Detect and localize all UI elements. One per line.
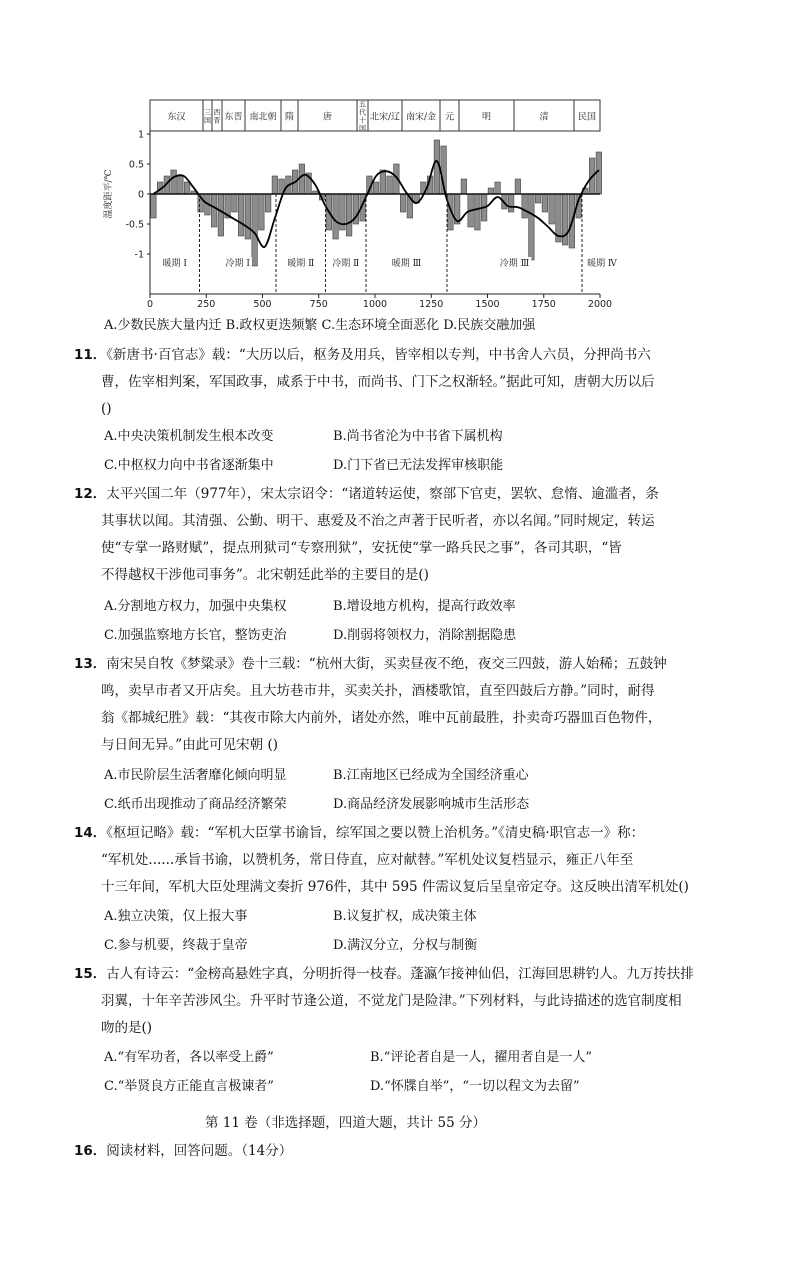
x-tick-label: 2000 <box>587 299 613 310</box>
q14-option-d: D.满汉分立，分权与制衡 <box>333 938 478 953</box>
anomaly-bar <box>522 194 528 218</box>
anomaly-bar <box>151 194 157 218</box>
anomaly-bar <box>218 194 224 236</box>
y-tick-label: 1 <box>137 129 144 141</box>
y-tick-label: -0.5 <box>125 219 144 231</box>
anomaly-bar <box>265 194 271 212</box>
dynasty-label: 明 <box>481 112 492 123</box>
dynasty-label: 隋 <box>284 112 295 123</box>
x-tick-label: 1250 <box>419 299 444 310</box>
dynasty-label-char: 国 <box>359 124 366 133</box>
x-tick-label: 1500 <box>475 299 500 310</box>
anomaly-bar <box>515 179 521 194</box>
dynasty-label: 南北朝 <box>249 112 277 123</box>
q12-option-d: D.削弱将领权力，消除割据隐患 <box>333 628 517 643</box>
period-label: 冷期 Ⅲ <box>499 259 530 269</box>
dynasty-label: 北宋/辽 <box>369 112 401 123</box>
q12-stem-line4: 不得越权干涉他司事务”。北宋朝廷此举的主要目的是() <box>101 567 429 583</box>
anomaly-bar <box>232 194 238 212</box>
anomaly-bar <box>535 194 541 203</box>
q10-options: A.少数民族大量内迁 B.政权更迭频繁 C.生态环境全面恶化 D.民族交融加强 <box>104 318 536 333</box>
q12-option-c: C.加强监察地方长官，整饬吏治 <box>104 628 287 643</box>
dynasty-label-char: 晋 <box>213 116 221 125</box>
dynasty-label-char: 代 <box>359 108 366 117</box>
q14-number: 14． <box>74 825 107 841</box>
q13-stem-line4: 与日间无异。”由此可见宋朝 () <box>101 737 278 753</box>
anomaly-bar <box>184 182 190 194</box>
q11-stem-line2: 曹，佐宰相判案，军国政事，咸系于中书，而尚书、门下之权渐轻。”据此可知，唐朝大历以后 <box>101 374 655 390</box>
anomaly-bar <box>387 176 393 194</box>
bar-series <box>151 140 602 266</box>
temperature-anomaly-chart <box>95 96 620 310</box>
q12-stem-line3: 使“专掌一路财赋”，提点刑狱司“专察刑狱”，安抚使“掌一路兵民之事”，各司其职，“皆 <box>101 540 622 556</box>
dynasty-label: 唐 <box>322 112 333 123</box>
q15-option-a: A.“有军功者，各以率受上爵” <box>104 1050 274 1065</box>
q11-option-a: A.中央决策机制发生根本改变 <box>104 429 274 444</box>
q11-option-c: C.中枢权力向中书省逐渐集中 <box>104 458 274 473</box>
period-label: 暖期 Ⅳ <box>587 259 617 269</box>
q15-stem-line1: 古人有诗云：“金榜高悬姓字真，分明折得一枝春。蓬瀛乍接神仙侣，江海回思耕钓人。九万抟扶排 <box>106 966 694 982</box>
x-tick-label: 1750 <box>531 299 556 310</box>
anomaly-bar <box>373 182 379 194</box>
dynasty-header <box>150 100 600 133</box>
q16-number: 16． <box>74 1143 107 1159</box>
q15-option-d: D.“怀牒自举”，“一切以程文为去留” <box>370 1079 580 1094</box>
anomaly-bar <box>259 194 265 230</box>
q16-stem: 阅读材料，回答问题。（14分） <box>106 1143 293 1159</box>
q11-stem-line1: 《新唐书·百官志》载：“大历以后，枢务及用兵，皆宰相以专判，中书舍人六员，分押尚书六 <box>106 347 651 363</box>
q15-option-b: B.“评论者自是一人，擢用者自是一人” <box>370 1050 592 1065</box>
section-heading: 第 11 卷（非选择题，四道大题，共计 55 分） <box>205 1115 487 1131</box>
anomaly-bar <box>211 194 217 227</box>
q13-option-d: D.商品经济发展影响城市生活形态 <box>333 797 530 812</box>
dynasty-label-char: 三 <box>204 108 211 117</box>
dynasty-label: 南宋/金 <box>405 112 437 123</box>
anomaly-bar <box>178 176 184 194</box>
q14-stem-line2: “军机处......承旨书谕，以赞机务，常日侍直，应对献替。”军机处议复档显示，雍正八年至 <box>101 852 634 868</box>
q13-stem-line2: 鸣，卖早市者又开店矣。且大坊巷市井，买卖关扑，酒楼歌馆，直至四鼓后方静。”同时，耐得 <box>101 683 655 699</box>
q14-stem-line1: 《枢垣记略》载：“军机大臣掌书谕旨，综军国之要以赞上治机务。”《清史稿·职官志一》称： <box>106 825 645 841</box>
anomaly-bar <box>346 194 352 236</box>
q15-option-c: C.“举贤良方正能直言极谏者” <box>104 1079 274 1094</box>
q11-option-b: B.尚书省沦为中书省下属机构 <box>333 429 503 444</box>
anomaly-bar <box>171 170 177 194</box>
anomaly-bar <box>272 176 278 194</box>
y-tick-label: -1 <box>134 249 144 261</box>
q12-stem-line2: 其事状以闻。其清强、公勤、明干、惠爱及不治之声著于民听者，亦以名闻。”同时规定，转运 <box>101 513 655 529</box>
x-tick-label: 0 <box>146 299 154 310</box>
q13-option-b: B.江南地区已经成为全国经济重心 <box>333 768 529 783</box>
q14-option-a: A.独立决策，仅上报大事 <box>104 909 248 924</box>
anomaly-bar <box>400 194 406 212</box>
period-label: 暖期 Ⅱ <box>287 259 315 269</box>
q15-stem-line2: 羽翼，十年辛苦涉风尘。升平时节逢公道，不觉龙门是险津。”下列材料，与此诗描述的选官制度相 <box>101 993 682 1009</box>
q11-stem-line3: () <box>101 401 112 417</box>
anomaly-bar <box>333 194 339 239</box>
q13-option-a: A.市民阶层生活奢靡化倾向明显 <box>104 768 287 783</box>
x-tick-label: 500 <box>253 299 272 310</box>
dynasty-label <box>359 101 366 133</box>
chart-canvas <box>95 96 620 310</box>
q12-number: 12． <box>74 486 107 502</box>
dynasty-label <box>204 109 211 125</box>
dynasty-label <box>214 109 221 125</box>
period-label: 冷期 Ⅱ <box>332 259 360 269</box>
anomaly-bar <box>245 194 251 239</box>
dynasty-label: 民国 <box>577 112 597 123</box>
dynasty-label: 东晋 <box>224 112 243 123</box>
period-label: 冷期 Ⅰ <box>225 259 250 269</box>
anomaly-bar <box>461 179 467 194</box>
x-tick-label: 750 <box>309 299 328 310</box>
q15-stem-line3: 吻的是() <box>101 1020 153 1036</box>
anomaly-bar <box>495 182 501 194</box>
x-tick-label: 1000 <box>362 299 388 310</box>
q14-stem-line3: 十三年间，军机大臣处理满文奏折 976件，其中 595 件需议复后呈皇帝定夺。这反映出清军机处() <box>101 879 689 895</box>
dynasty-label-char: 五 <box>359 100 366 109</box>
y-tick-label: 0 <box>137 189 144 201</box>
period-label: 暖期 Ⅰ <box>162 259 187 269</box>
q13-stem-line1: 南宋吴自牧《梦粱录》卷十三载：“杭州大街，买卖昼夜不绝，夜交三四鼓，游人始稀；五鼓钟 <box>106 656 667 672</box>
q13-option-c: C.纸币出现推动了商品经济繁荣 <box>104 797 287 812</box>
q12-option-a: A.分割地方权力，加强中央集权 <box>104 599 287 614</box>
anomaly-bar <box>542 194 548 212</box>
q12-stem-line1: 太平兴国二年（977年），宋太宗诏令：“诸道转运使，察部下官吏，罢软、怠惰、逾滥者，条 <box>106 486 659 502</box>
q15-number: 15． <box>74 966 107 982</box>
dynasty-label-char: 国 <box>204 116 211 125</box>
dynasty-label: 清 <box>539 112 549 123</box>
dynasty-label: 元 <box>444 112 455 123</box>
anomaly-bar <box>475 194 481 230</box>
q12-option-b: B.增设地方机构，提高行政效率 <box>333 599 516 614</box>
y-axis-label: 温度距平/℃ <box>104 169 114 219</box>
anomaly-bar <box>508 194 514 212</box>
anomaly-bar <box>529 194 535 260</box>
anomaly-bar <box>488 188 494 194</box>
anomaly-bar <box>380 170 386 194</box>
q13-number: 13． <box>74 656 107 672</box>
y-tick-label: 0.5 <box>128 159 144 171</box>
q14-option-c: C.参与机要，终裁于皇帝 <box>104 938 248 953</box>
q11-option-d: D.门下省已无法发挥审核职能 <box>333 458 504 473</box>
anomaly-bar <box>549 194 555 224</box>
x-tick-label: 250 <box>197 299 216 310</box>
anomaly-bar <box>562 194 568 245</box>
period-label: 暖期 Ⅲ <box>391 259 422 269</box>
anomaly-bar <box>238 194 244 236</box>
q13-stem-line3: 翁《都城纪胜》载：“其夜市除大内前外，诸处亦然，唯中瓦前最胜，扑卖奇巧器皿百色物件， <box>101 710 662 726</box>
q14-option-b: B.议复扩权，成决策主体 <box>333 909 477 924</box>
q11-number: 11． <box>74 347 107 363</box>
dynasty-label-char: 西 <box>213 108 221 117</box>
dynasty-label-char: 十 <box>359 116 366 125</box>
dynasty-label: 东汉 <box>167 112 186 123</box>
anomaly-bar <box>299 164 305 194</box>
